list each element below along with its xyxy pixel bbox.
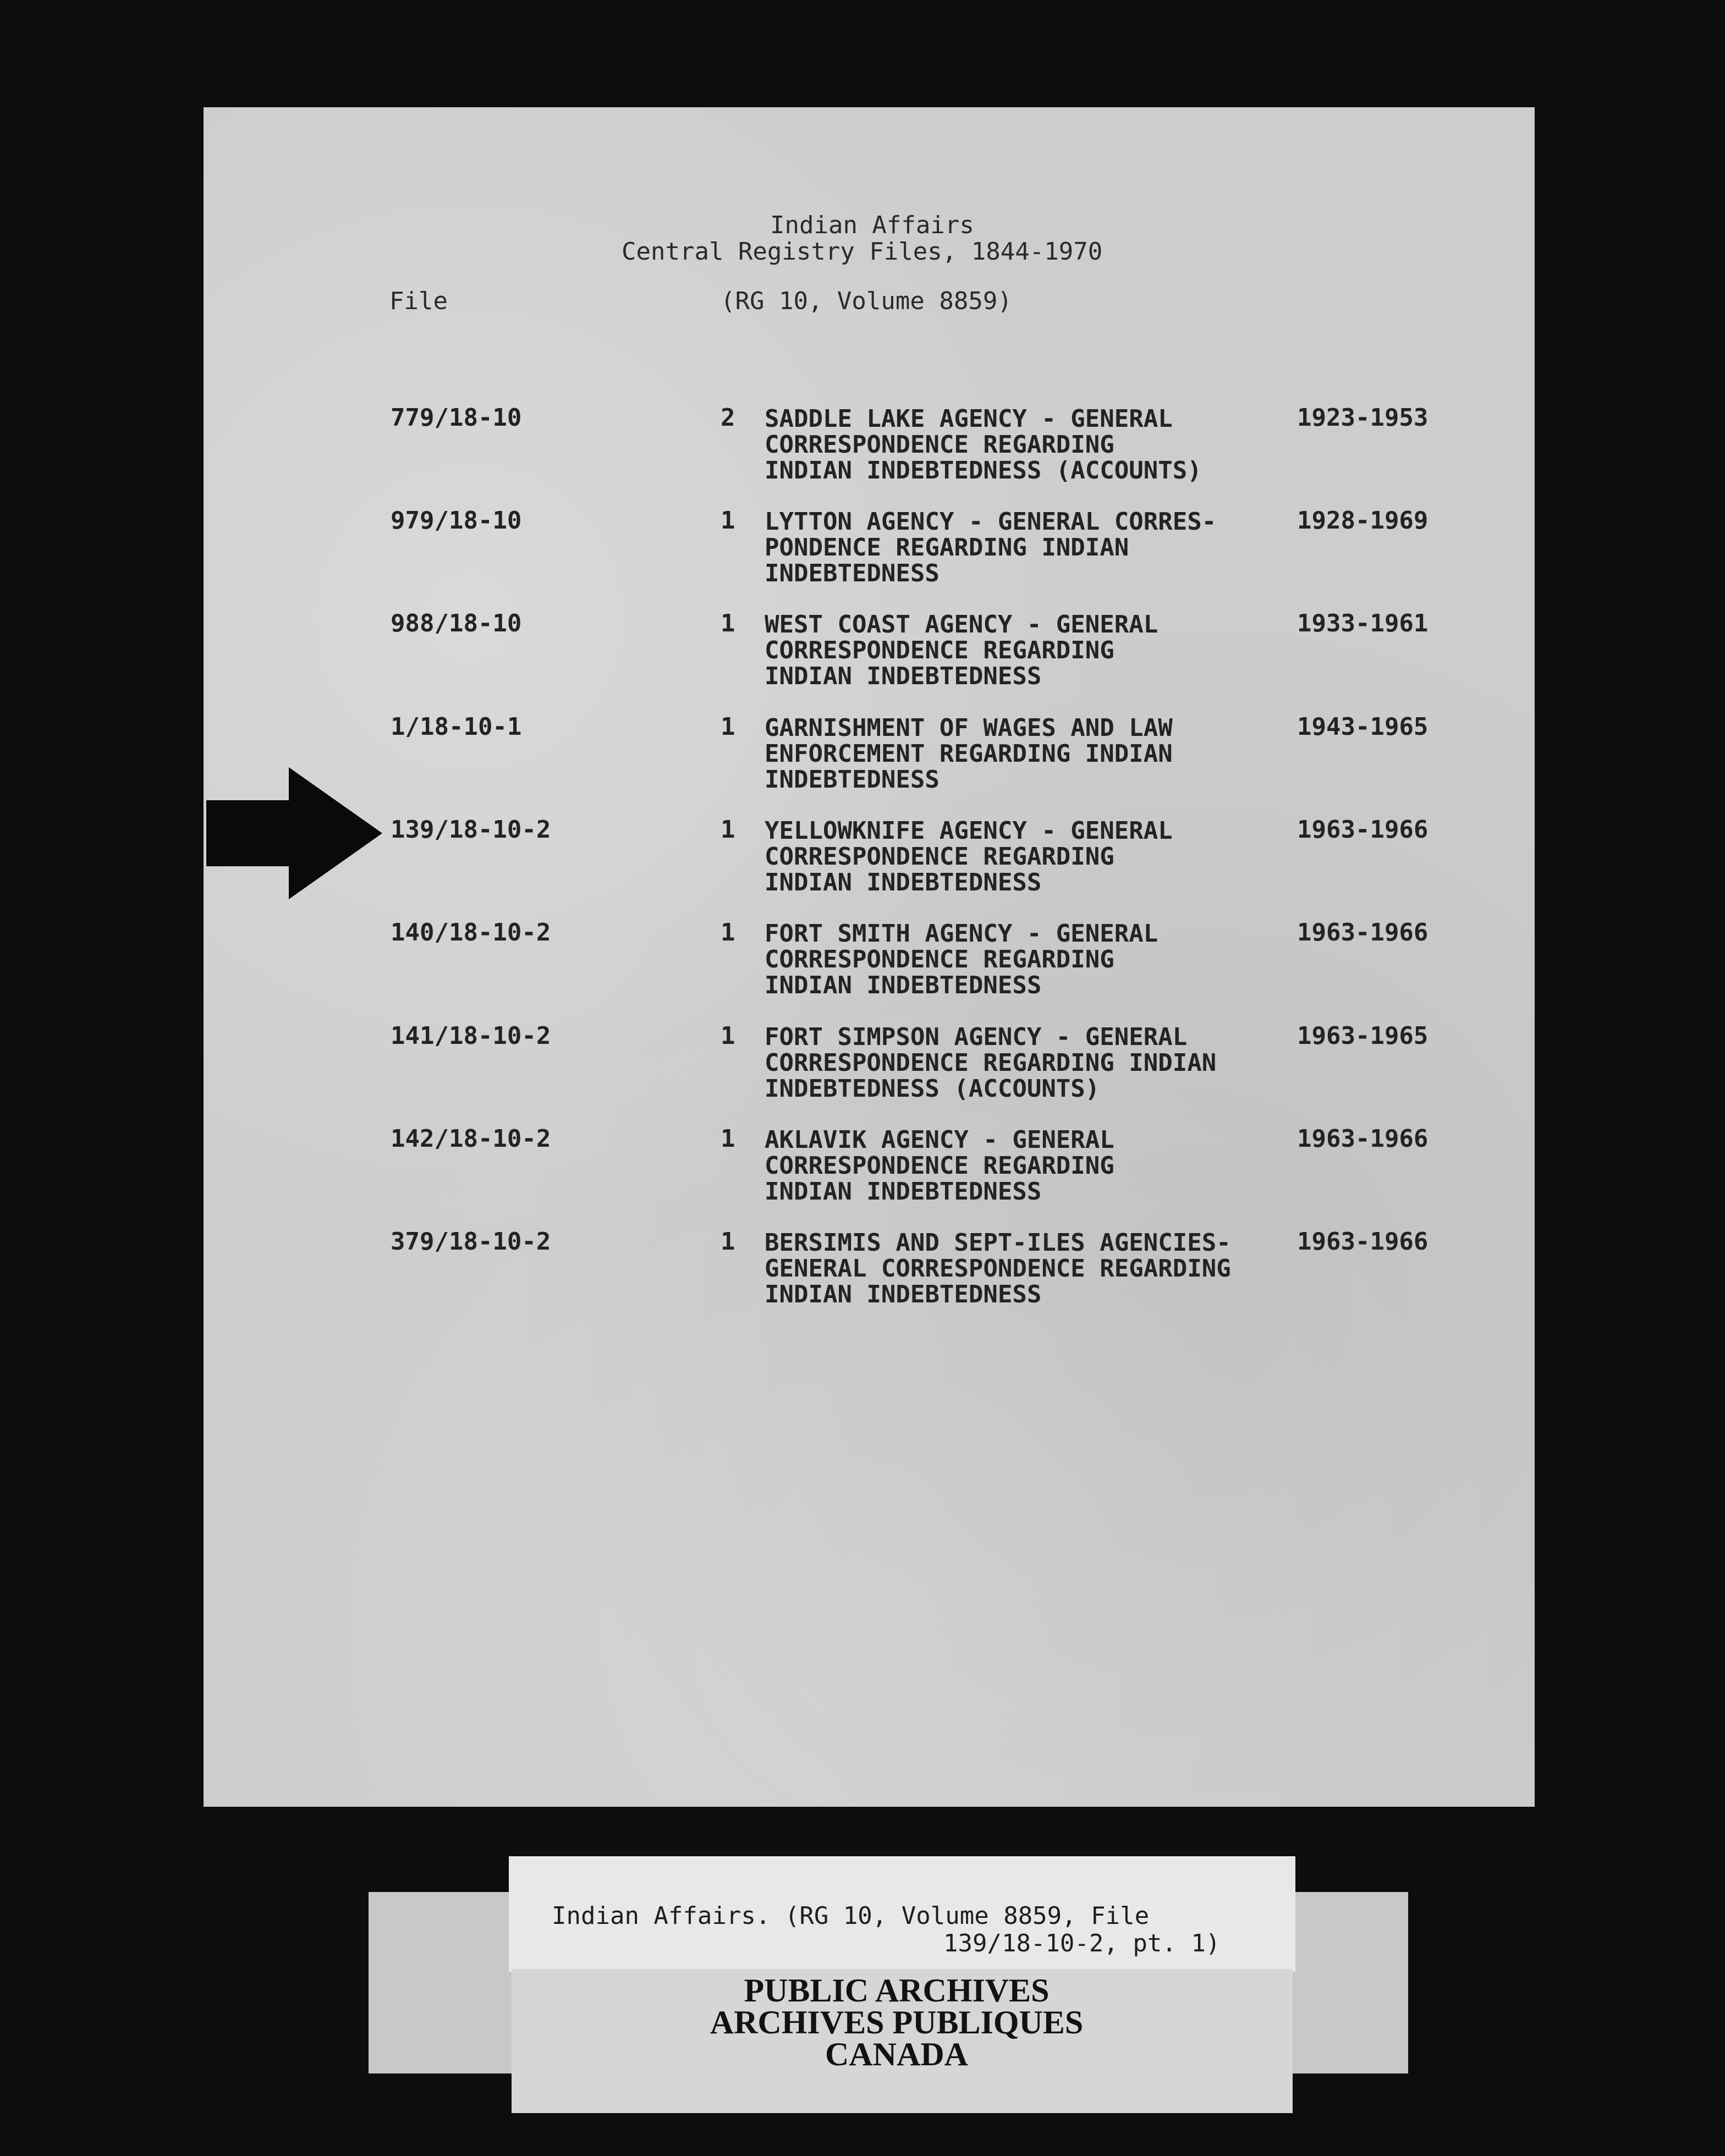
entry-file-number: 141/18-10-2 [391,1022,551,1050]
entry-file-number: 379/18-10-2 [391,1228,551,1256]
entry-date-range: 1963-1966 [1297,1228,1429,1256]
entry-date-range: 1963-1966 [1297,816,1429,844]
file-column-heading: File [389,287,448,315]
entry-file-number: 1/18-10-1 [391,713,522,741]
entry-file-number: 779/18-10 [391,404,522,432]
entry-part-count: 1 [721,1228,735,1256]
archive-label-line-2: 139/18-10-2, pt. 1) [943,1929,1221,1957]
document-title: Indian Affairs [770,211,974,239]
entry-description: LYTTON AGENCY - GENERAL CORRES- PONDENCE REGARDING INDIAN INDEBTEDNESS [765,508,1217,587]
entry-date-range: 1963-1965 [1297,1022,1429,1050]
entry-description: SADDLE LAKE AGENCY - GENERAL CORRESPONDENCE REGARDING INDIAN INDEBTEDNESS (ACCOUNTS) [765,405,1202,485]
entry-file-number: 979/18-10 [391,507,522,535]
entry-part-count: 1 [721,507,735,535]
entry-part-count: 1 [721,1125,735,1153]
entry-date-range: 1923-1953 [1297,404,1429,432]
entry-description: AKLAVIK AGENCY - GENERAL CORRESPONDENCE REGARDING INDIAN INDEBTEDNESS [765,1126,1114,1206]
entry-description: YELLOWKNIFE AGENCY - GENERAL CORRESPONDENCE REGARDING INDIAN INDEBTEDNESS [765,817,1173,897]
entry-date-range: 1933-1961 [1297,609,1429,637]
entry-description: WEST COAST AGENCY - GENERAL CORRESPONDENCE REGARDING INDIAN INDEBTEDNESS [765,610,1158,690]
archives-stamp [605,1972,1188,2072]
entry-part-count: 1 [721,609,735,637]
entry-part-count: 2 [721,404,735,432]
entry-description: FORT SMITH AGENCY - GENERAL CORRESPONDENCE REGARDING INDIAN INDEBTEDNESS [765,920,1158,999]
entry-file-number: 142/18-10-2 [391,1125,551,1153]
archive-label-line-1: Indian Affairs. (RG 10, Volume 8859, File [552,1902,1150,1930]
entry-date-range: 1963-1966 [1297,919,1429,947]
stamp-line-3: CANADA [825,2036,968,2072]
entry-description: FORT SIMPSON AGENCY - GENERAL CORRESPONDENCE REGARDING INDIAN INDEBTEDNESS (ACCOUNTS) [765,1023,1217,1103]
stamp-line-2: ARCHIVES PUBLIQUES [710,2004,1084,2041]
arrow-right-icon [206,767,382,899]
volume-reference: (RG 10, Volume 8859) [721,287,1012,315]
document-subtitle: Central Registry Files, 1844-1970 [622,238,1103,266]
entry-date-range: 1928-1969 [1297,507,1429,535]
entry-part-count: 1 [721,1022,735,1050]
entry-description: GARNISHMENT OF WAGES AND LAW ENFORCEMENT REGARDING INDIAN INDEBTEDNESS [765,714,1173,794]
entry-part-count: 1 [721,713,735,741]
entry-date-range: 1943-1965 [1297,713,1429,741]
entry-file-number: 140/18-10-2 [391,919,551,947]
entry-file-number: 139/18-10-2 [391,816,551,844]
entry-date-range: 1963-1966 [1297,1125,1429,1153]
entry-description: BERSIMIS AND SEPT-ILES AGENCIES- GENERAL CORRESPONDENCE REGARDING INDIAN INDEBTEDNESS [765,1229,1231,1308]
stamp-line-1: PUBLIC ARCHIVES [744,1972,1050,2009]
entry-file-number: 988/18-10 [391,609,522,637]
entry-part-count: 1 [721,816,735,844]
entry-part-count: 1 [721,919,735,947]
